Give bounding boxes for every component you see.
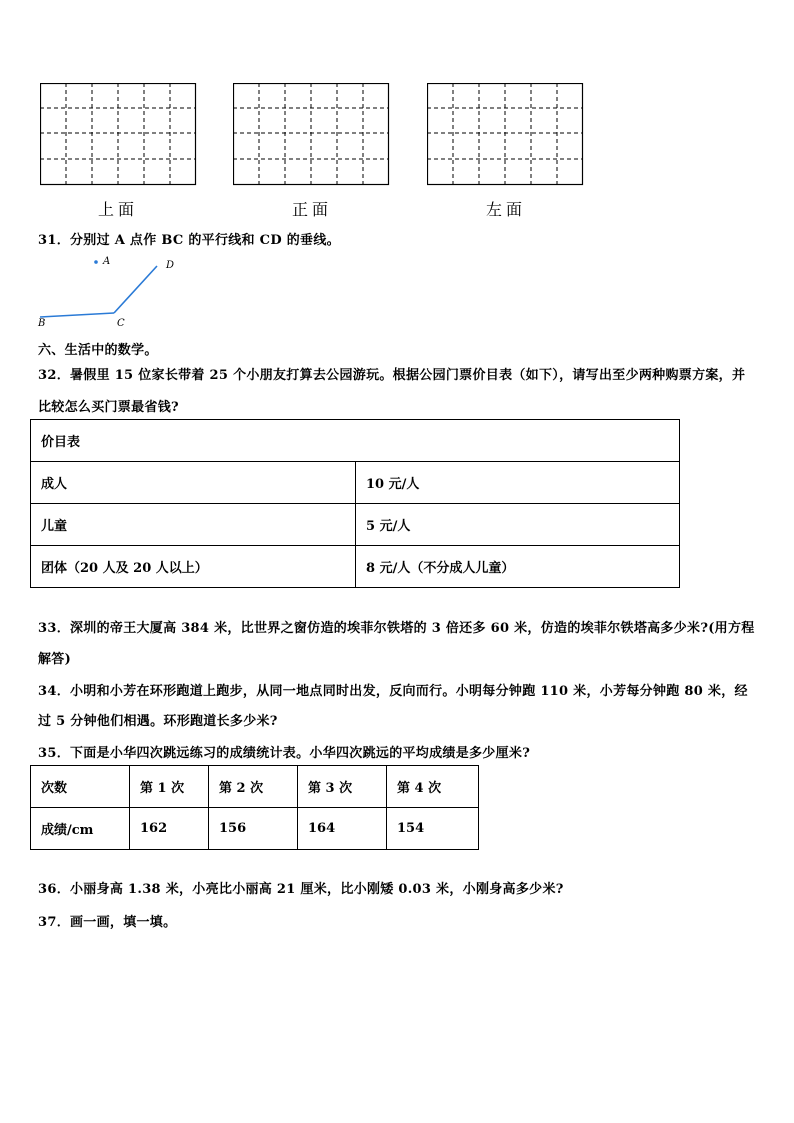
table-header-row — [31, 766, 479, 808]
row-label: 成绩/cm — [31, 808, 130, 850]
score-cell: 154 — [387, 808, 479, 850]
score-cell: 162 — [130, 808, 209, 850]
question-31: 31．分别过 A 点作 BC 的平行线和 CD 的垂线。 — [38, 233, 340, 248]
score-cell: 164 — [298, 808, 387, 850]
table-row — [31, 546, 680, 588]
question-34-line1: 34．小明和小芳在环形跑道上跑步，从同一地点同时出发，反向而行。小明每分钟跑 110 米，小芳每分钟跑 80 米，经 — [38, 684, 748, 699]
header-cell: 第 1 次 — [130, 766, 209, 808]
price-table — [30, 419, 680, 588]
table-row — [31, 462, 680, 504]
price-table-title: 价目表 — [31, 420, 680, 462]
ticket-type: 成人 — [31, 462, 356, 504]
ticket-price: 5 元/人 — [356, 504, 680, 546]
ticket-price: 10 元/人 — [356, 462, 680, 504]
question-33-line1: 33．深圳的帝王大厦高 384 米，比世界之窗仿造的埃菲尔铁塔的 3 倍还多 60 米，仿造的埃菲尔铁塔高多少米?(用方程 — [38, 621, 755, 636]
label-d: D — [166, 260, 175, 271]
table-row — [31, 504, 680, 546]
point-a — [94, 260, 98, 264]
question-32-line2: 比较怎么买门票最省钱? — [38, 400, 179, 415]
question-32-line1: 32．暑假里 15 位家长带着 25 个小朋友打算去公园游玩。根据公园门票价目表（如下），请写出至少两种购票方案，并 — [38, 368, 746, 383]
caption-front-view: 正面 — [292, 200, 333, 219]
label-c: C — [117, 318, 125, 329]
label-a: A — [103, 256, 111, 267]
header-cell: 第 2 次 — [209, 766, 298, 808]
header-cell: 第 3 次 — [298, 766, 387, 808]
question-33-line2: 解答) — [38, 652, 72, 667]
header-cell: 次数 — [31, 766, 130, 808]
header-cell: 第 4 次 — [387, 766, 479, 808]
grid-left-view[interactable] — [427, 83, 584, 186]
table-row — [31, 808, 479, 850]
segment-cd — [114, 266, 157, 313]
ticket-type: 团体（20 人及 20 人以上） — [31, 546, 356, 588]
grid-front-view[interactable] — [233, 83, 390, 186]
caption-left-view: 左面 — [486, 200, 527, 219]
caption-top-view: 上面 — [98, 200, 139, 219]
ticket-type: 儿童 — [31, 504, 356, 546]
ticket-price: 8 元/人（不分成人儿童） — [356, 546, 680, 588]
question-36: 36．小丽身高 1.38 米，小亮比小丽高 21 厘米，比小刚矮 0.03 米，小刚身高多少米? — [38, 882, 564, 897]
label-b: B — [38, 318, 46, 329]
segment-bc — [40, 313, 114, 317]
question-34-line2: 过 5 分钟他们相遇。环形跑道长多少米? — [38, 714, 278, 729]
question-35: 35．下面是小华四次跳远练习的成绩统计表。小华四次跳远的平均成绩是多少厘米? — [38, 746, 531, 761]
question-37: 37．画一画，填一填。 — [38, 915, 177, 930]
jump-score-table — [30, 765, 479, 850]
section-6-heading: 六、生活中的数学。 — [38, 343, 158, 358]
score-cell: 156 — [209, 808, 298, 850]
grid-top-view[interactable] — [40, 83, 197, 186]
